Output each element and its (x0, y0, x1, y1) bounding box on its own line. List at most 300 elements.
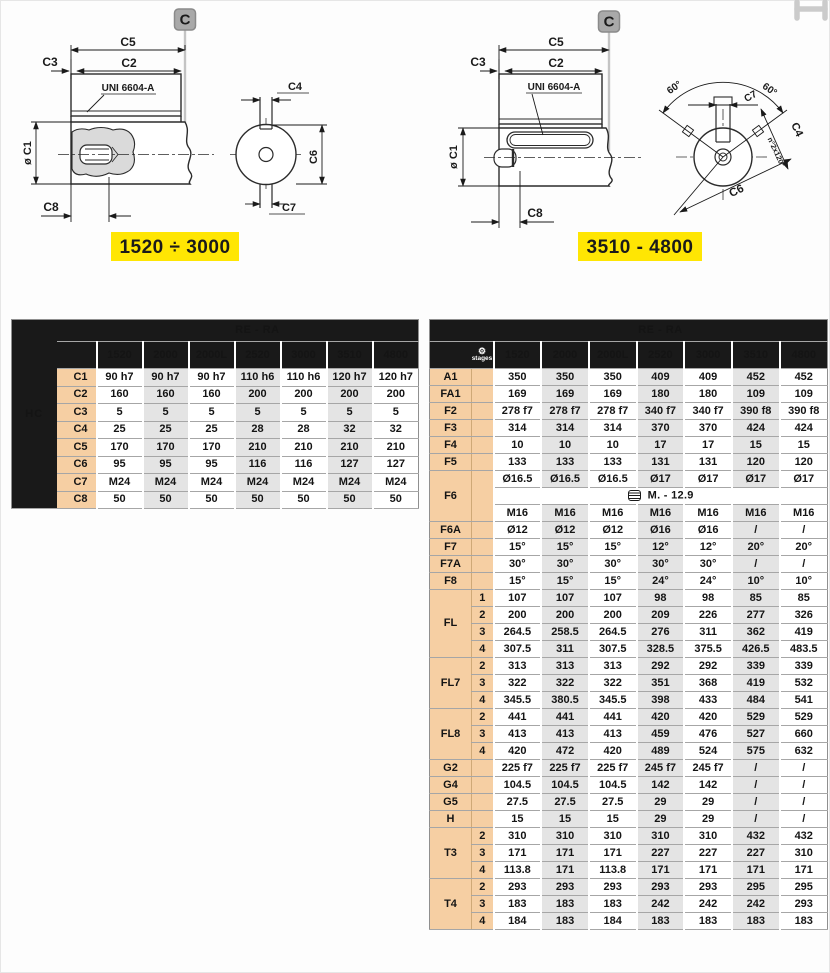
value-cell: 170 (97, 439, 143, 457)
value-cell: 426.5 (732, 641, 780, 658)
value-cell: Ø16 (637, 522, 685, 539)
value-cell: 200 (494, 607, 542, 624)
value-cell: 200 (373, 386, 419, 404)
value-cell: 225 f7 (589, 760, 637, 777)
row-label: FA1 (430, 386, 472, 403)
row-label: F6 (430, 471, 472, 522)
value-cell: 50 (281, 491, 327, 509)
value-cell: 30° (684, 556, 732, 573)
table-row (12, 421, 419, 439)
value-cell: 85 (780, 590, 828, 607)
value-cell: 113.8 (589, 862, 637, 879)
value-cell: 210 (373, 439, 419, 457)
stage-cell: 3 (472, 845, 494, 862)
row-label: H (430, 811, 472, 828)
value-cell: 489 (637, 743, 685, 760)
row-label: C6 (57, 456, 97, 474)
value-cell: 225 f7 (494, 760, 542, 777)
value-cell: Ø12 (589, 522, 637, 539)
value-cell: 524 (684, 743, 732, 760)
dim-c7: C7 (281, 202, 297, 214)
group-header: RE - RA (430, 320, 828, 342)
value-cell: 350 (494, 369, 542, 386)
stage-cell: 2 (472, 879, 494, 896)
value-cell: 210 (327, 439, 373, 457)
stage-cell: 4 (472, 862, 494, 879)
value-cell: 171 (541, 845, 589, 862)
value-cell: Ø16.5 (494, 471, 542, 488)
value-cell: 432 (732, 828, 780, 845)
value-cell: 109 (780, 386, 828, 403)
value-cell: 660 (780, 726, 828, 743)
value-cell: 313 (541, 658, 589, 675)
value-cell: 293 (637, 879, 685, 896)
value-cell: 169 (589, 386, 637, 403)
value-cell: / (780, 522, 828, 539)
dim-angle-left: 60° (665, 79, 684, 97)
row-label: F2 (430, 403, 472, 420)
value-cell: 50 (235, 491, 281, 509)
value-cell: 339 (780, 658, 828, 675)
value-cell: 116 (281, 456, 327, 474)
value-cell: 419 (780, 624, 828, 641)
value-cell: 127 (327, 456, 373, 474)
value-cell: 413 (494, 726, 542, 743)
end-view (659, 79, 806, 215)
stage-cell: 2 (472, 828, 494, 845)
group-header: RE - RA (57, 320, 419, 342)
stage-cell (472, 760, 494, 777)
value-cell: 10 (589, 437, 637, 454)
row-label: F8 (430, 573, 472, 590)
value-cell: 104.5 (494, 777, 542, 794)
value-cell: 293 (589, 879, 637, 896)
value-cell: 314 (494, 420, 542, 437)
value-cell: 398 (637, 692, 685, 709)
table-row (430, 845, 828, 862)
value-cell: 452 (780, 369, 828, 386)
stage-cell: 3 (472, 675, 494, 692)
range-badge-left-text: 1520 ÷ 3000 (119, 237, 231, 258)
value-cell: 28 (281, 421, 327, 439)
value-cell: 10° (780, 573, 828, 590)
value-cell: 15 (780, 437, 828, 454)
value-cell: 131 (637, 454, 685, 471)
value-cell: 484 (732, 692, 780, 709)
value-cell: 242 (684, 896, 732, 913)
value-cell: 420 (684, 709, 732, 726)
row-label: C4 (57, 421, 97, 439)
value-cell: 171 (780, 862, 828, 879)
value-cell: 184 (589, 913, 637, 930)
table-row (12, 491, 419, 509)
value-cell: 10 (541, 437, 589, 454)
value-cell: M24 (97, 474, 143, 492)
value-cell: Ø16.5 (589, 471, 637, 488)
value-cell: 278 f7 (494, 403, 542, 420)
value-cell: 527 (732, 726, 780, 743)
value-cell: 311 (541, 641, 589, 658)
value-cell: 15° (589, 539, 637, 556)
dim-c5: C5 (120, 35, 136, 49)
value-cell: 307.5 (494, 641, 542, 658)
value-cell: 441 (541, 709, 589, 726)
value-cell: 452 (732, 369, 780, 386)
value-cell: 17 (637, 437, 685, 454)
value-cell: 5 (189, 404, 235, 422)
table-row (430, 369, 828, 386)
value-cell: 322 (589, 675, 637, 692)
table-row (430, 726, 828, 743)
value-cell: 200 (589, 607, 637, 624)
value-cell: 10° (732, 573, 780, 590)
value-cell: 368 (684, 675, 732, 692)
value-cell: 24° (637, 573, 685, 590)
f6-screw-note (494, 488, 828, 505)
row-label: F3 (430, 420, 472, 437)
value-cell: M16 (780, 505, 828, 522)
value-cell: 310 (780, 845, 828, 862)
key-standard: UNI 6604-A (101, 83, 155, 94)
value-cell: / (780, 794, 828, 811)
table-row (12, 439, 419, 457)
table-row (430, 522, 828, 539)
value-cell: Ø16 (684, 522, 732, 539)
value-cell: 183 (541, 913, 589, 930)
value-cell: 532 (780, 675, 828, 692)
value-cell: 50 (143, 491, 189, 509)
row-label: F6A (430, 522, 472, 539)
row-label: C1 (57, 369, 97, 387)
stage-cell: 4 (472, 641, 494, 658)
value-cell: 171 (732, 862, 780, 879)
stage-cell: 4 (472, 913, 494, 930)
value-cell: 30° (541, 556, 589, 573)
value-cell: 15° (589, 573, 637, 590)
value-cell: 25 (97, 421, 143, 439)
value-cell: 295 (780, 879, 828, 896)
value-cell: 29 (684, 811, 732, 828)
range-badge-left (111, 232, 239, 261)
value-cell: 171 (637, 862, 685, 879)
value-cell: / (780, 556, 828, 573)
value-cell: 104.5 (589, 777, 637, 794)
column-header: 2000L (189, 342, 235, 369)
value-cell: 10 (494, 437, 542, 454)
shaft-drawing-3510-4800 (416, 1, 830, 271)
value-cell: M16 (637, 505, 685, 522)
value-cell: / (732, 760, 780, 777)
value-cell: M24 (189, 474, 235, 492)
value-cell: Ø17 (780, 471, 828, 488)
table-row (430, 454, 828, 471)
header-spacer (57, 342, 97, 369)
key-standard: UNI 6604-A (527, 82, 581, 93)
value-cell: 109 (732, 386, 780, 403)
value-cell: 340 f7 (637, 403, 685, 420)
value-cell: 413 (589, 726, 637, 743)
value-cell: 225 f7 (541, 760, 589, 777)
value-cell: 50 (97, 491, 143, 509)
value-cell: 340 f7 (684, 403, 732, 420)
value-cell: 171 (684, 862, 732, 879)
dim-c8: C8 (527, 206, 543, 220)
table-row (430, 573, 828, 590)
value-cell: 50 (373, 491, 419, 509)
value-cell: 245 f7 (684, 760, 732, 777)
table-row (430, 437, 828, 454)
value-cell: 15° (541, 573, 589, 590)
value-cell: 15 (732, 437, 780, 454)
value-cell: 322 (541, 675, 589, 692)
value-cell: 27.5 (494, 794, 542, 811)
value-cell: Ø17 (732, 471, 780, 488)
value-cell: 131 (684, 454, 732, 471)
row-label: C2 (57, 386, 97, 404)
table-re-ra-dimensions (429, 319, 828, 930)
row-label: F7 (430, 539, 472, 556)
value-cell: 169 (494, 386, 542, 403)
stage-cell (472, 556, 494, 573)
stage-cell (472, 811, 494, 828)
value-cell: 24° (684, 573, 732, 590)
value-cell: 28 (235, 421, 281, 439)
dim-c4: C4 (788, 120, 806, 139)
value-cell: 110 h6 (235, 369, 281, 387)
value-cell: 311 (684, 624, 732, 641)
dim-c3: C3 (42, 55, 58, 69)
table-row (430, 743, 828, 760)
value-cell: 25 (189, 421, 235, 439)
value-cell: 15 (494, 811, 542, 828)
stage-cell (472, 403, 494, 420)
value-cell: 29 (637, 794, 685, 811)
row-label: FL (430, 590, 472, 658)
stage-cell: 2 (472, 607, 494, 624)
value-cell: 85 (732, 590, 780, 607)
value-cell: 27.5 (541, 794, 589, 811)
dim-c1: ø C1 (448, 145, 460, 169)
row-label: T4 (430, 879, 472, 930)
value-cell: Ø17 (684, 471, 732, 488)
value-cell: 15° (494, 573, 542, 590)
row-label: C7 (57, 474, 97, 492)
value-cell: 210 (281, 439, 327, 457)
value-cell: 370 (637, 420, 685, 437)
value-cell: 25 (143, 421, 189, 439)
value-cell: 20° (732, 539, 780, 556)
value-cell: 293 (780, 896, 828, 913)
stage-cell (472, 471, 494, 522)
table-row (430, 590, 828, 607)
stage-cell: 4 (472, 692, 494, 709)
value-cell: 293 (494, 879, 542, 896)
table-row (430, 607, 828, 624)
column-header: 2000L (589, 342, 637, 369)
value-cell: 95 (189, 456, 235, 474)
value-cell: 242 (732, 896, 780, 913)
section-marker-c: C (603, 13, 615, 31)
value-cell: 184 (494, 913, 542, 930)
table-row (12, 369, 419, 387)
table-row (430, 692, 828, 709)
column-header: 3510 (732, 342, 780, 369)
dim-c2: C2 (121, 56, 137, 70)
value-cell: M24 (373, 474, 419, 492)
value-cell: 293 (684, 879, 732, 896)
value-cell: 5 (281, 404, 327, 422)
value-cell: Ø12 (494, 522, 542, 539)
value-cell: 90 h7 (97, 369, 143, 387)
stage-cell (472, 794, 494, 811)
value-cell: 483.5 (780, 641, 828, 658)
value-cell: 5 (327, 404, 373, 422)
value-cell: 409 (684, 369, 732, 386)
value-cell: 200 (235, 386, 281, 404)
value-cell: 292 (637, 658, 685, 675)
row-label: FL7 (430, 658, 472, 709)
table-row (430, 539, 828, 556)
value-cell: 419 (732, 675, 780, 692)
value-cell: 98 (637, 590, 685, 607)
value-cell: / (780, 760, 828, 777)
value-cell: 350 (589, 369, 637, 386)
value-cell: 245 f7 (637, 760, 685, 777)
value-cell: M24 (235, 474, 281, 492)
corner-logo (797, 2, 825, 18)
value-cell: 432 (780, 828, 828, 845)
stage-cell: 4 (472, 743, 494, 760)
value-cell: 310 (589, 828, 637, 845)
value-cell: 20° (780, 539, 828, 556)
value-cell: 326 (780, 607, 828, 624)
value-cell: 133 (589, 454, 637, 471)
value-cell: 107 (589, 590, 637, 607)
row-label: G5 (430, 794, 472, 811)
table-hc-dimensions (11, 319, 419, 509)
value-cell: 142 (684, 777, 732, 794)
value-cell: 5 (235, 404, 281, 422)
stage-cell (472, 522, 494, 539)
value-cell: 351 (637, 675, 685, 692)
table-row (12, 404, 419, 422)
column-header: 1520 (494, 342, 542, 369)
value-cell: 183 (541, 896, 589, 913)
value-cell: 15 (541, 811, 589, 828)
value-cell: 120 h7 (327, 369, 373, 387)
value-cell: 227 (732, 845, 780, 862)
table-row (430, 471, 828, 488)
stage-cell (472, 420, 494, 437)
column-header: 3000 (684, 342, 732, 369)
value-cell: 441 (494, 709, 542, 726)
dim-c5: C5 (548, 35, 564, 49)
column-header: 4800 (373, 342, 419, 369)
stage-cell (472, 437, 494, 454)
header-spacer (430, 342, 472, 369)
value-cell: 529 (780, 709, 828, 726)
value-cell: Ø17 (637, 471, 685, 488)
value-cell: 310 (541, 828, 589, 845)
value-cell: M16 (494, 505, 542, 522)
value-cell: 632 (780, 743, 828, 760)
value-cell: 50 (327, 491, 373, 509)
value-cell: 420 (589, 743, 637, 760)
value-cell: 293 (541, 879, 589, 896)
value-cell: 183 (494, 896, 542, 913)
value-cell: 30° (637, 556, 685, 573)
value-cell: 98 (684, 590, 732, 607)
value-cell: 32 (373, 421, 419, 439)
value-cell: 541 (780, 692, 828, 709)
table-row (430, 828, 828, 845)
stage-cell (472, 573, 494, 590)
value-cell: 420 (494, 743, 542, 760)
value-cell: 209 (637, 607, 685, 624)
value-cell: 90 h7 (143, 369, 189, 387)
value-cell: 29 (637, 811, 685, 828)
value-cell: 424 (780, 420, 828, 437)
value-cell: 5 (97, 404, 143, 422)
value-cell: 472 (541, 743, 589, 760)
value-cell: 17 (684, 437, 732, 454)
value-cell: 5 (373, 404, 419, 422)
value-cell: / (780, 811, 828, 828)
value-cell: 30° (494, 556, 542, 573)
section-marker-c: C (179, 11, 191, 29)
column-header: 2000 (143, 342, 189, 369)
range-badge-right (578, 232, 702, 261)
value-cell: 242 (637, 896, 685, 913)
value-cell: M16 (732, 505, 780, 522)
stage-cell (472, 539, 494, 556)
table-row (430, 913, 828, 930)
value-cell: 375.5 (684, 641, 732, 658)
screw-class-icon (628, 490, 641, 501)
value-cell: 200 (327, 386, 373, 404)
row-label: C3 (57, 404, 97, 422)
stage-cell (472, 386, 494, 403)
row-label: G4 (430, 777, 472, 794)
value-cell: 227 (637, 845, 685, 862)
stage-cell (472, 777, 494, 794)
value-cell: 183 (780, 913, 828, 930)
table-row (430, 675, 828, 692)
dim-angle-right: 60° (760, 81, 779, 99)
value-cell: 264.5 (589, 624, 637, 641)
value-cell: 107 (541, 590, 589, 607)
dim-c7: C7 (742, 88, 760, 105)
value-cell: 32 (327, 421, 373, 439)
value-cell: M24 (281, 474, 327, 492)
row-label: G2 (430, 760, 472, 777)
value-cell: 183 (637, 913, 685, 930)
value-cell: 292 (684, 658, 732, 675)
value-cell: 277 (732, 607, 780, 624)
value-cell: 15 (589, 811, 637, 828)
value-cell: 183 (589, 896, 637, 913)
table-row (430, 811, 828, 828)
value-cell: 276 (637, 624, 685, 641)
value-cell: 339 (732, 658, 780, 675)
value-cell: 370 (684, 420, 732, 437)
value-cell: Ø12 (541, 522, 589, 539)
dim-c8: C8 (43, 200, 59, 214)
stage-cell: 1 (472, 590, 494, 607)
dim-c6: C6 (727, 182, 746, 200)
value-cell: 328.5 (637, 641, 685, 658)
value-cell: 120 (732, 454, 780, 471)
